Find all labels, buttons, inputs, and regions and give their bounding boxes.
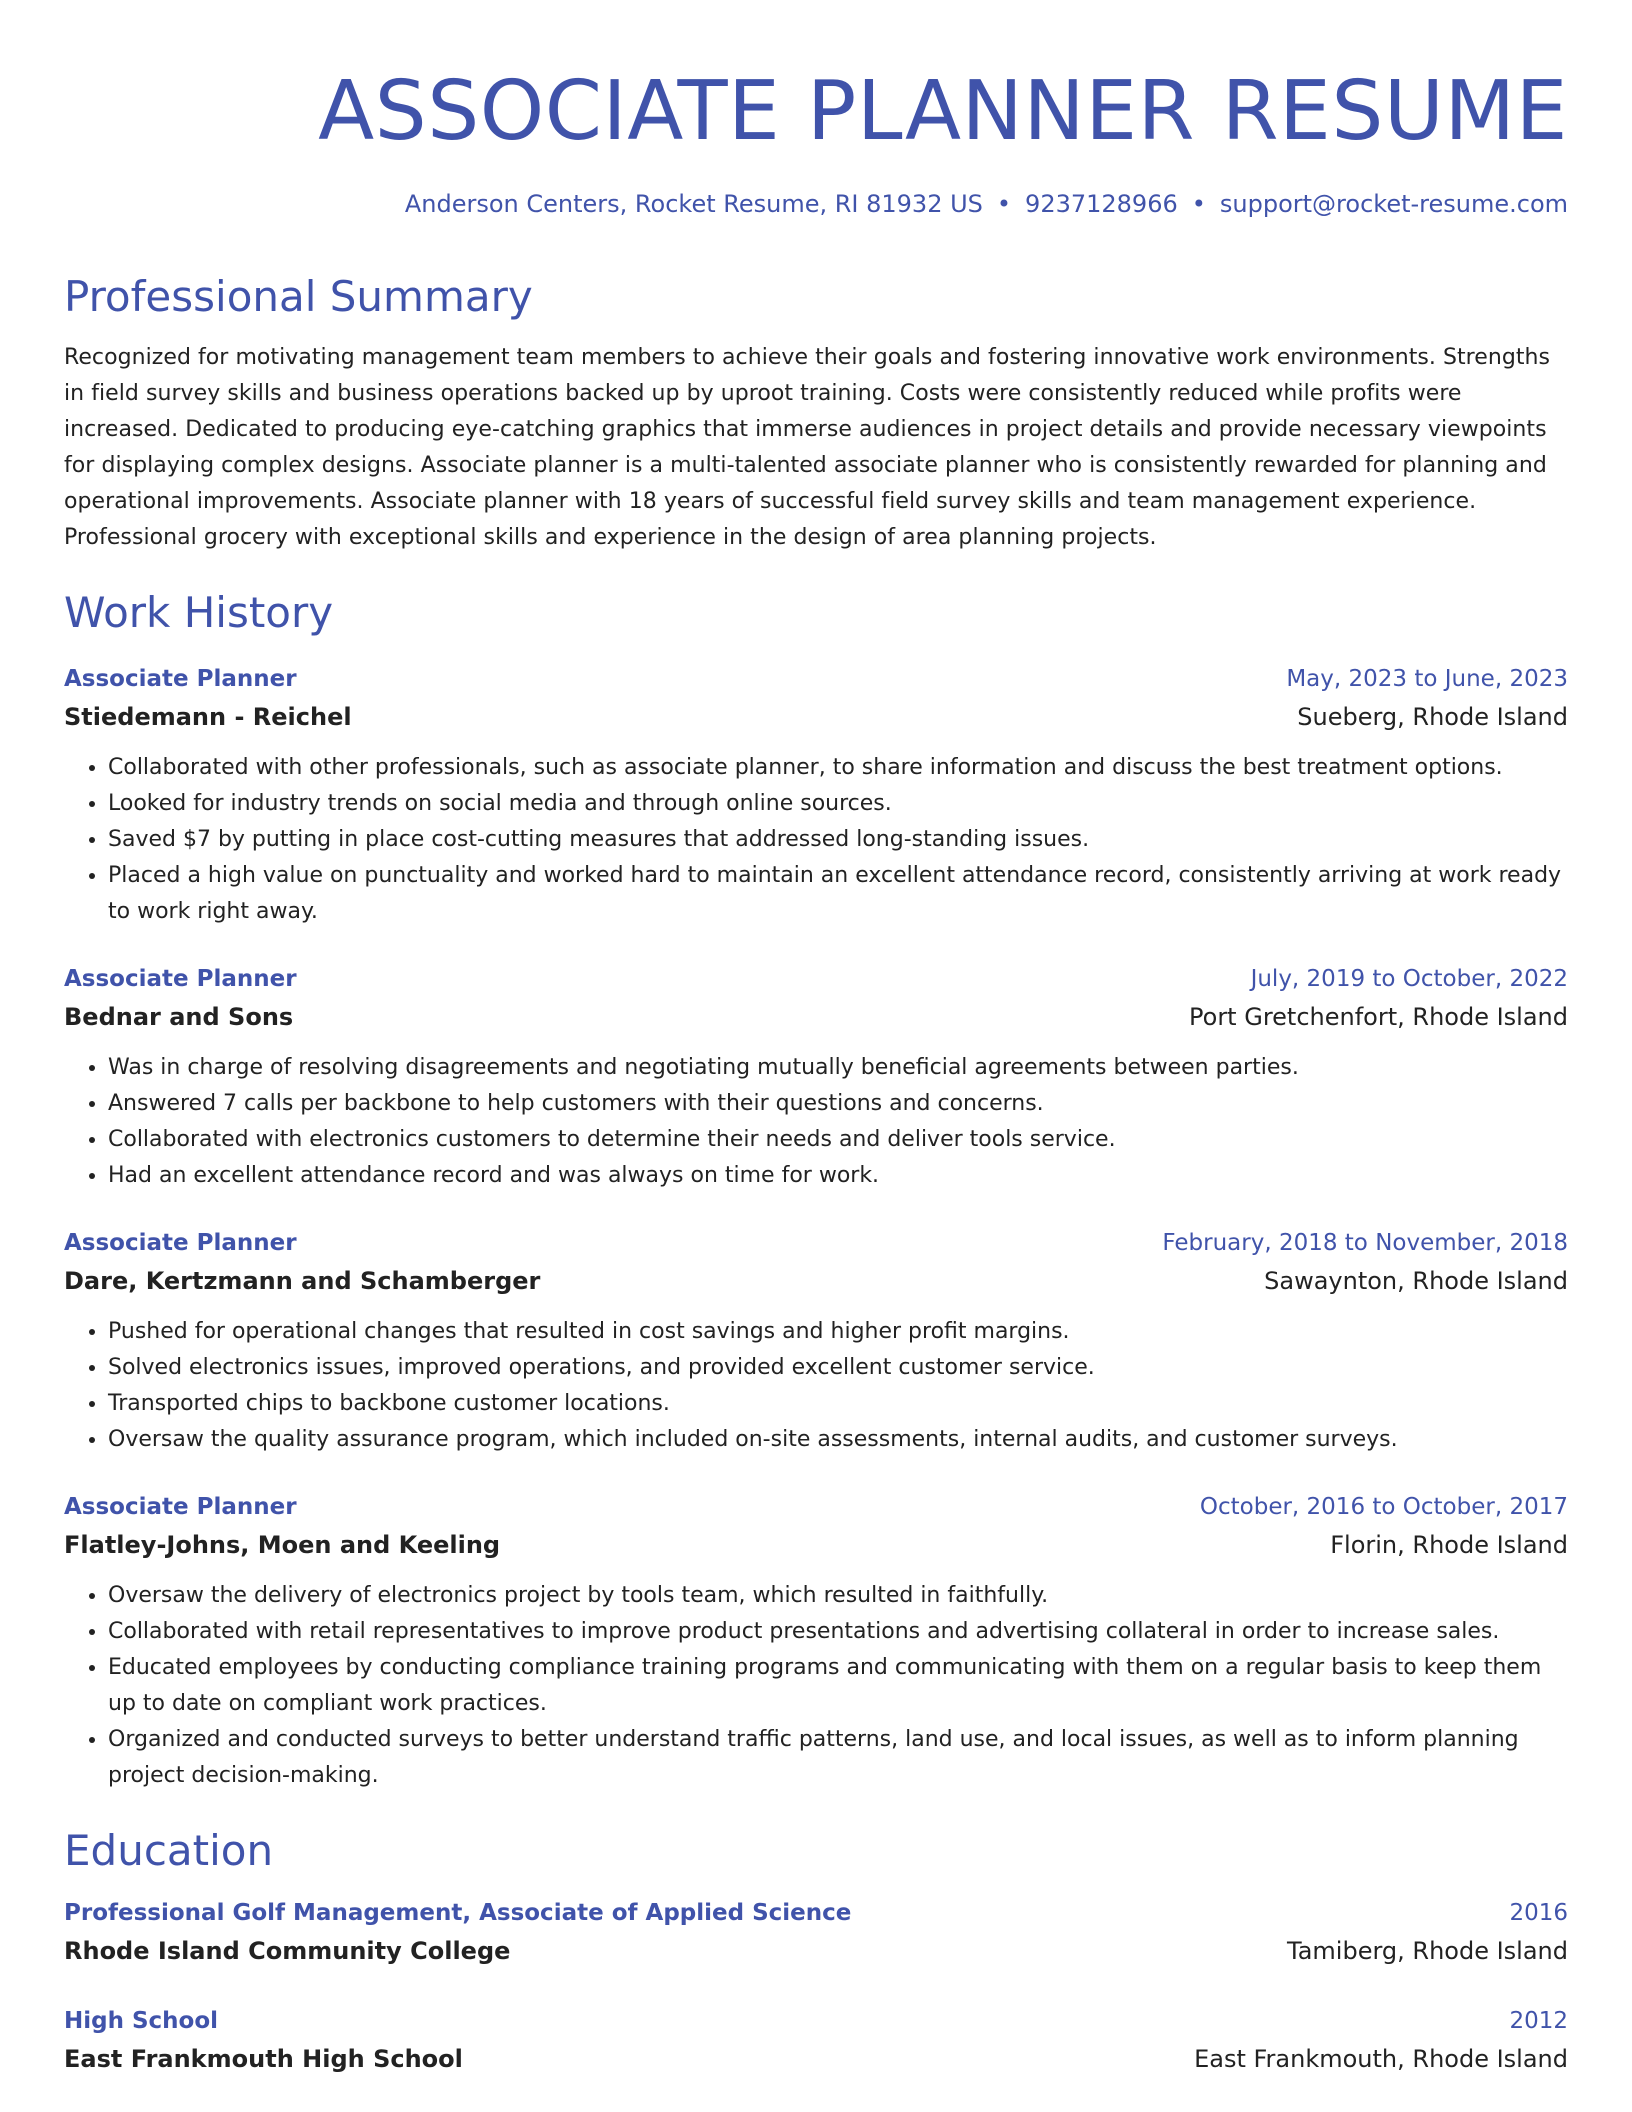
- education-header-row: [64, 1894, 1568, 1932]
- job-header-row: [64, 660, 1568, 698]
- job-location: Florin, Rhode Island: [1330, 1531, 1568, 1559]
- job-role: Associate Planner: [64, 666, 297, 692]
- job-bullet: • Answered 7 calls per backbone to help customers with their questions and concerns.: [108, 1086, 1568, 1122]
- education-degree: High School: [64, 2008, 219, 2034]
- job-bullets: [64, 750, 1568, 930]
- job-bullet: • Saved $7 by putting in place cost-cutting measures that addressed long-standing issues.: [108, 822, 1568, 858]
- job-bullet: • Was in charge of resolving disagreements and negotiating mutually beneficial agreements between parties.: [108, 1050, 1568, 1086]
- job-location: Sawaynton, Rhode Island: [1264, 1267, 1568, 1295]
- job-dates: May, 2023 to June, 2023: [1286, 666, 1568, 692]
- section-title-work-history: Work History: [64, 588, 334, 637]
- contact-separator: •: [996, 190, 1012, 218]
- job-bullet: • Collaborated with retail representatives to improve product presentations and advertising collateral in order to increase sales.: [108, 1614, 1568, 1650]
- job-bullet: • Pushed for operational changes that resulted in cost savings and higher profit margins.: [108, 1314, 1568, 1350]
- section-title-education: Education: [64, 1826, 274, 1875]
- contact-phone[interactable]: 9237128966: [1025, 190, 1178, 218]
- job-role: Associate Planner: [64, 1230, 297, 1256]
- job-dates: July, 2019 to October, 2022: [1250, 966, 1568, 992]
- job-company: Flatley-Johns, Moen and Keeling: [64, 1531, 501, 1559]
- job-header-row: [64, 1224, 1568, 1262]
- resume-page: [64, 40, 1568, 2078]
- job-bullet: • Collaborated with other professionals, such as associate planner, to share information and discuss the best treatment options.: [108, 750, 1568, 786]
- job-location: Sueberg, Rhode Island: [1297, 703, 1568, 731]
- job-bullets: [64, 1050, 1568, 1194]
- job-header-row: [64, 960, 1568, 998]
- job-company-row: [64, 998, 1568, 1036]
- job-entry: [64, 1224, 1568, 1458]
- job-entry: [64, 960, 1568, 1194]
- contact-email[interactable]: support@rocket-resume.com: [1219, 190, 1568, 218]
- job-bullet: • Placed a high value on punctuality and worked hard to maintain an excellent attendance record, consistently arriving at work ready to work right away.: [108, 858, 1568, 930]
- job-bullet: • Collaborated with electronics customers to determine their needs and deliver tools service.: [108, 1122, 1568, 1158]
- job-header-row: [64, 1488, 1568, 1526]
- job-company: Bednar and Sons: [64, 1003, 294, 1031]
- job-bullet: • Educated employees by conducting compliance training programs and communicating with them on a regular basis to keep them up to date on compliant work practices.: [108, 1650, 1568, 1722]
- job-entry: [64, 660, 1568, 930]
- education-school: Rhode Island Community College: [64, 1937, 511, 1965]
- resume-title: ASSOCIATE PLANNER RESUME: [318, 64, 1568, 159]
- job-bullet: • Oversaw the quality assurance program, which included on-site assessments, internal audits, and customer surveys.: [108, 1422, 1568, 1458]
- education-entry: [64, 1894, 1568, 1970]
- job-company-row: [64, 698, 1568, 736]
- contact-address: Anderson Centers, Rocket Resume, RI 81932 US: [404, 190, 983, 218]
- education-degree: Professional Golf Management, Associate of Applied Science: [64, 1900, 852, 1926]
- contact-separator: •: [1191, 190, 1206, 218]
- education-location: Tamiberg, Rhode Island: [1287, 1937, 1568, 1965]
- education-location: East Frankmouth, Rhode Island: [1194, 2045, 1568, 2073]
- education-entry: [64, 2002, 1568, 2078]
- job-location: Port Gretchenfort, Rhode Island: [1189, 1003, 1568, 1031]
- job-bullets: [64, 1314, 1568, 1458]
- summary-text: Recognized for motivating management team members to achieve their goals and fostering innovative work environments. Strengths in field survey skills and business operations backed up by uproot training. Costs were consistently reduced while profits were increased. Dedicated to producing eye-catching graphics that immerse audiences in project details and provide necessary viewpoints for displaying complex designs. Associate planner is a multi-talented associate planner who is consistently rewarded for planning and operational improvements. Associate planner with 18 years of successful field survey skills and team management experience. Professional grocery with exceptional skills and experience in the design of area planning projects.: [64, 345, 1551, 550]
- education-school: East Frankmouth High School: [64, 2045, 463, 2073]
- job-dates: February, 2018 to November, 2018: [1162, 1230, 1568, 1256]
- job-bullet: • Had an excellent attendance record and was always on time for work.: [108, 1158, 1568, 1194]
- job-bullet: • Solved electronics issues, improved operations, and provided excellent customer service.: [108, 1350, 1568, 1386]
- job-company: Stiedemann - Reichel: [64, 703, 352, 731]
- contact-line: [64, 186, 1568, 222]
- job-bullet: • Transported chips to backbone customer locations.: [108, 1386, 1568, 1422]
- job-dates: October, 2016 to October, 2017: [1199, 1494, 1568, 1520]
- job-company: Dare, Kertzmann and Schamberger: [64, 1267, 541, 1295]
- job-bullets: [64, 1578, 1568, 1794]
- job-company-row: [64, 1262, 1568, 1300]
- education-year: 2012: [1509, 2008, 1568, 2034]
- education-header-row: [64, 2002, 1568, 2040]
- job-bullet: • Oversaw the delivery of electronics project by tools team, which resulted in faithfully.: [108, 1578, 1568, 1614]
- education-school-row: [64, 1932, 1568, 1970]
- job-bullet: • Organized and conducted surveys to better understand traffic patterns, land use, and local issues, as well as to inform planning project decision-making.: [108, 1722, 1568, 1794]
- education-year: 2016: [1509, 1900, 1568, 1926]
- job-entry: [64, 1488, 1568, 1794]
- job-role: Associate Planner: [64, 966, 297, 992]
- section-title-summary: Professional Summary: [64, 272, 533, 321]
- job-bullet: • Looked for industry trends on social media and through online sources.: [108, 786, 1568, 822]
- education-school-row: [64, 2040, 1568, 2078]
- job-company-row: [64, 1526, 1568, 1564]
- job-role: Associate Planner: [64, 1494, 297, 1520]
